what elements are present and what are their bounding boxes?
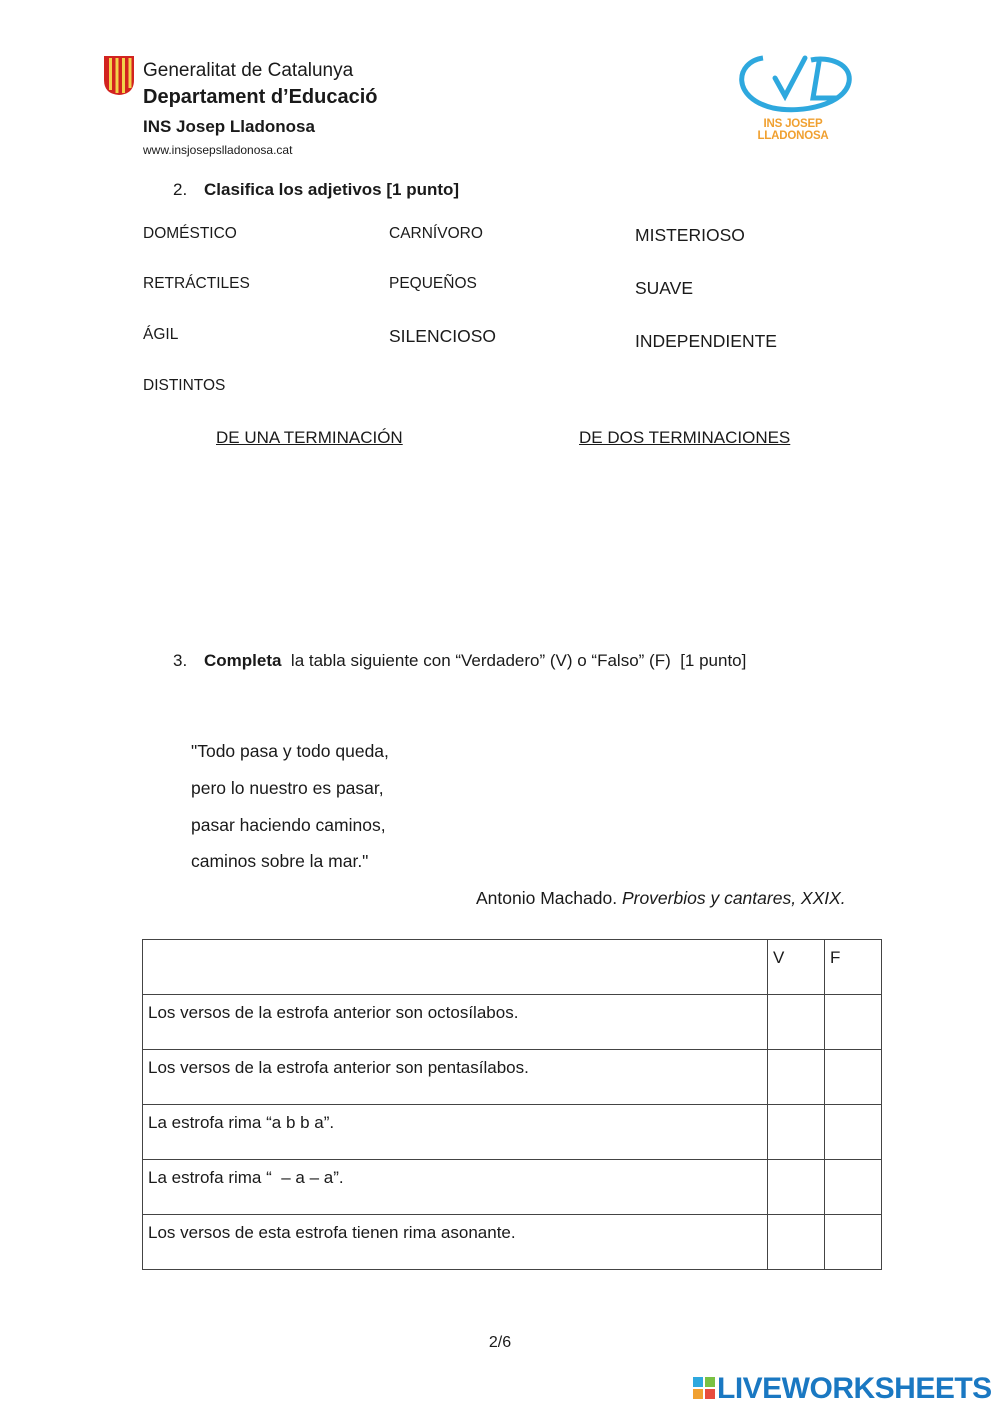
question3-number: 3. [173,651,188,670]
poem-line-2: pero lo nuestro es pasar, [191,778,384,798]
answer-v-cell[interactable] [768,1160,825,1215]
category-two-terminations: DE DOS TERMINACIONES [579,428,791,447]
government-name: Generalitat de Catalunya [143,60,354,81]
question2-title: Clasifica los adjetivos [1 punto] [204,180,460,199]
table-header-f: F [825,940,882,995]
school-logo-icon [733,52,853,116]
question3-title [204,651,746,671]
poem-line-1: "Todo pasa y todo queda, [191,741,389,761]
statement-cell: Los versos de esta estrofa tienen rima asonante. [143,1215,768,1270]
table-header-v: V [768,940,825,995]
answer-v-cell[interactable] [768,1105,825,1160]
poem-line-3: pasar haciendo caminos, [191,815,386,835]
school-website: www.insjosepslladonosa.cat [143,143,293,157]
table-header-statement [143,940,768,995]
school-name: INS Josep Lladonosa [143,117,315,136]
table-header-row [143,940,882,995]
page-number: 2/6 [488,1334,512,1351]
table-row [143,1160,882,1215]
table-row [143,995,882,1050]
answer-f-cell[interactable] [825,1105,882,1160]
liveworksheets-logo-icon [693,1377,715,1399]
answer-f-cell[interactable] [825,1160,882,1215]
adjective-carnivoro: CARNÍVORO [389,225,483,242]
adjective-retractiles: RETRÁCTILES [143,275,250,292]
adjective-suave: SUAVE [635,278,694,298]
adjective-domestico: DOMÉSTICO [143,225,237,242]
table-row [143,1105,882,1160]
answer-f-cell[interactable] [825,1050,882,1105]
poem-author: Antonio Machado. [476,888,618,908]
question3-title-rest: la tabla siguiente con “Verdadero” (V) o “Falso” (F) [1 punto] [290,651,747,670]
adjective-misterioso: MISTERIOSO [635,225,745,245]
department-name: Departament d’Educació [143,86,378,108]
school-logo-caption: INS JOSEP LLADONOSA [757,118,829,142]
poem-work: Proverbios y cantares, XXIX. [621,888,846,908]
statement-cell: Los versos de la estrofa anterior son octosílabos. [143,995,768,1050]
statement-cell: La estrofa rima “a b b a”. [143,1105,768,1160]
answer-v-cell[interactable] [768,1215,825,1270]
adjective-pequenos: PEQUEÑOS [389,275,477,292]
generalitat-crest-icon [102,54,136,96]
answer-v-cell[interactable] [768,995,825,1050]
category-one-termination: DE UNA TERMINACIÓN [216,428,403,447]
adjective-agil: ÁGIL [143,326,179,343]
adjective-silencioso: SILENCIOSO [389,326,496,346]
true-false-table [142,939,882,1270]
poem-line-4: caminos sobre la mar." [191,851,369,871]
question3-title-bold: Completa [204,651,282,670]
answer-f-cell[interactable] [825,1215,882,1270]
table-row [143,1050,882,1105]
answer-f-cell[interactable] [825,995,882,1050]
question2-number: 2. [173,180,188,199]
statement-cell: Los versos de la estrofa anterior son pentasílabos. [143,1050,768,1105]
answer-v-cell[interactable] [768,1050,825,1105]
table-row [143,1215,882,1270]
poem-attribution [476,888,846,909]
adjective-distintos: DISTINTOS [143,377,226,394]
liveworksheets-watermark[interactable]: LIVEWORKSHEETS [717,1372,992,1405]
adjective-independiente: INDEPENDIENTE [635,331,777,351]
statement-cell: La estrofa rima “ – a – a”. [143,1160,768,1215]
